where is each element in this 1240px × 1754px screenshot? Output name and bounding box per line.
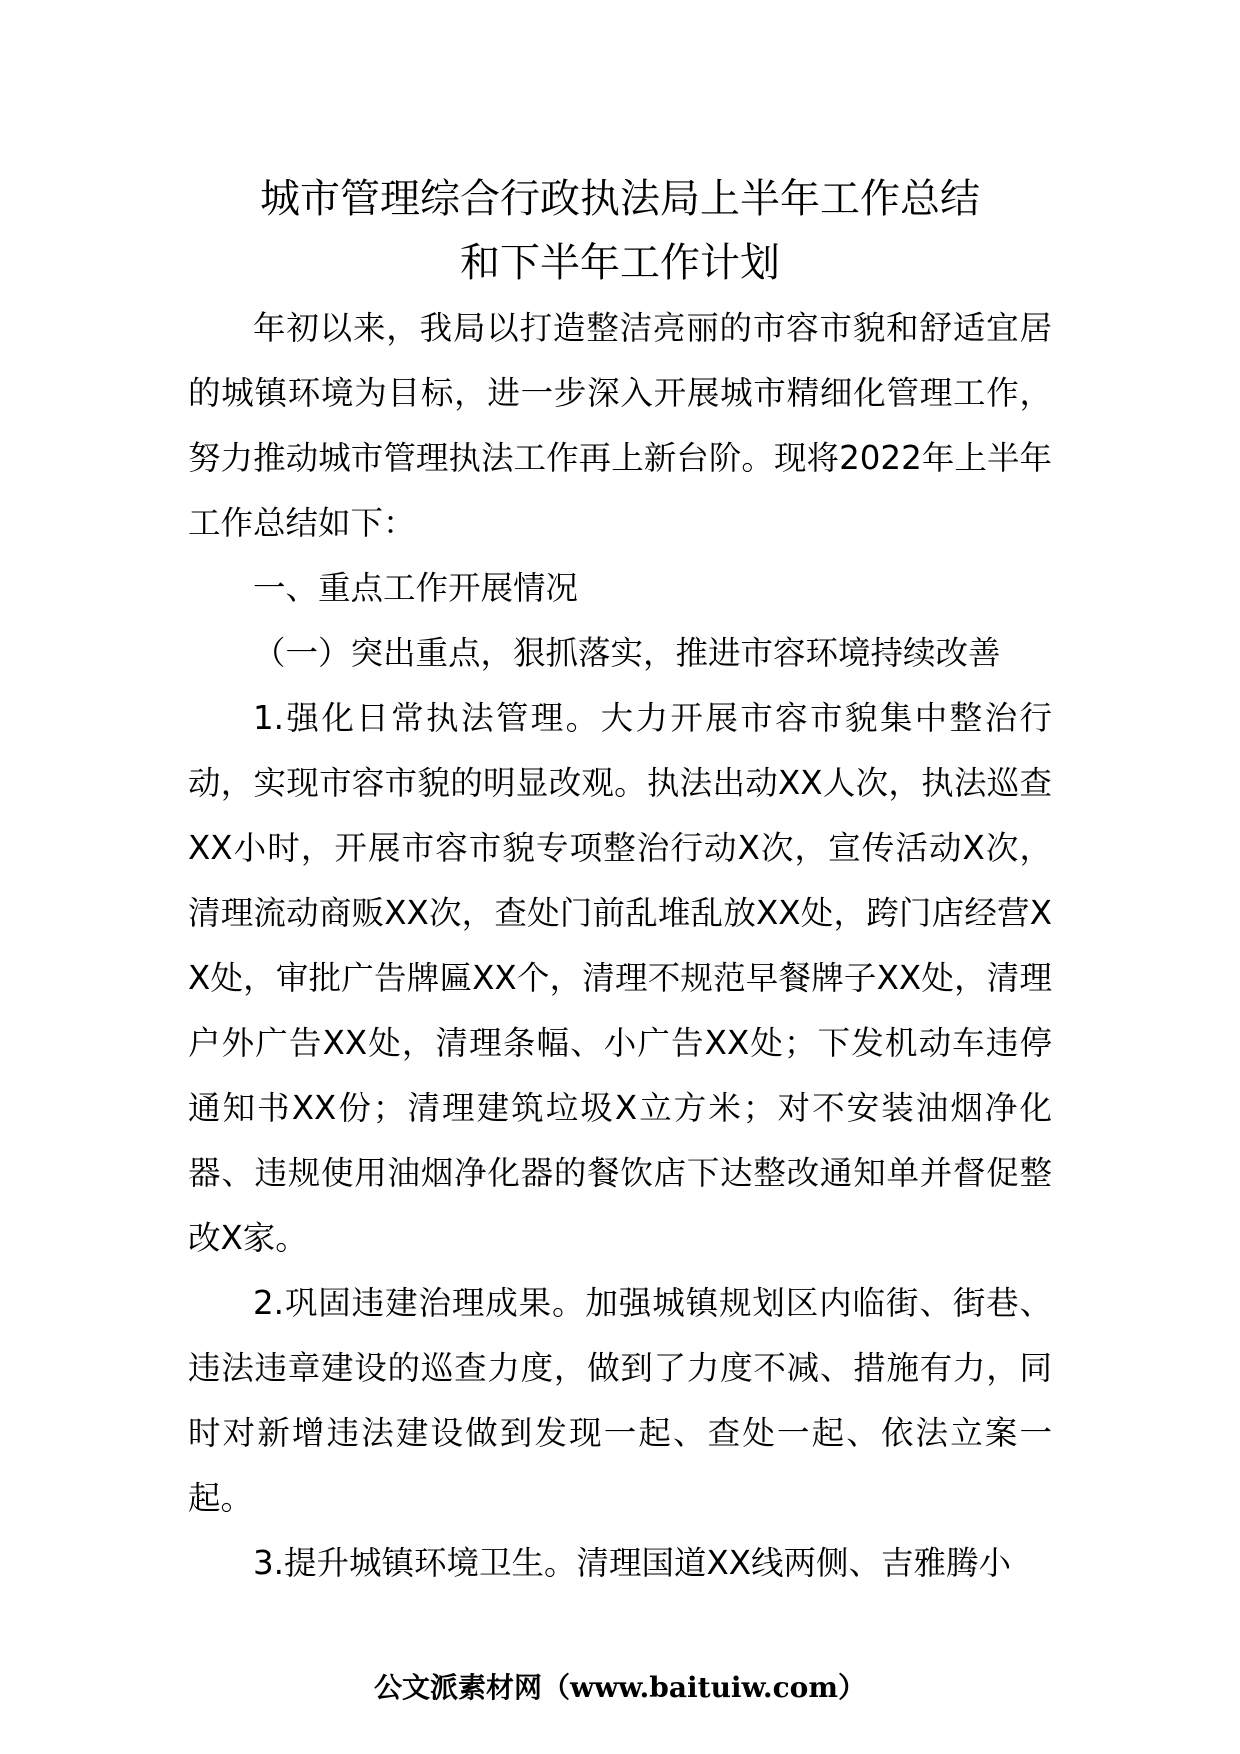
document-title-line-2: 和下半年工作计划 (460, 240, 780, 286)
paragraph-item-2: 2.巩固违建治理成果。加强城镇规划区内临街、街巷、违法违章建设的巡查力度，做到了力度不减、措施有力，同时对新增违法建设做到发现一起、查处一起、依法立案一起。 (188, 1284, 1052, 1517)
paragraph-item-1: 1.强化日常执法管理。大力开展市容市貌集中整治行动，实现市容市貌的明显改观。执法出动XX人次，执法巡查XX小时，开展市容市貌专项整治行动X次，宣传活动X次，清理流动商贩XX次，查处门前乱堆乱放XX处，跨门店经营XX处，审批广告牌匾XX个，清理不规范早餐牌子XX处，清理户外广告XX处，清理条幅、小广告XX处；下发机动车违停通知书XX份；清理建筑垃圾X立方米；对不安装油烟净化器、违规使用油烟净化器的餐饮店下达整改通知单并督促整改X家。 (188, 699, 1052, 1257)
subsection-heading-1: （一）突出重点，狠抓落实，推进市容环境持续改善 (253, 634, 1001, 672)
paragraph-item-3: 3.提升城镇环境卫生。清理国道XX线两侧、吉雅腾小 (253, 1544, 1012, 1582)
paragraph-intro: 年初以来，我局以打造整洁亮丽的市容市貌和舒适宜居的城镇环境为目标，进一步深入开展城市精细化管理工作，努力推动城市管理执法工作再上新台阶。现将2022年上半年工作总结如下： (188, 309, 1052, 542)
footer-watermark: 公文派素材网（www.baituiw.com） (374, 1671, 866, 1704)
document-body (188, 296, 1052, 1596)
document-title-line-1: 城市管理综合行政执法局上半年工作总结 (260, 176, 980, 222)
section-heading-1: 一、重点工作开展情况 (253, 569, 579, 607)
